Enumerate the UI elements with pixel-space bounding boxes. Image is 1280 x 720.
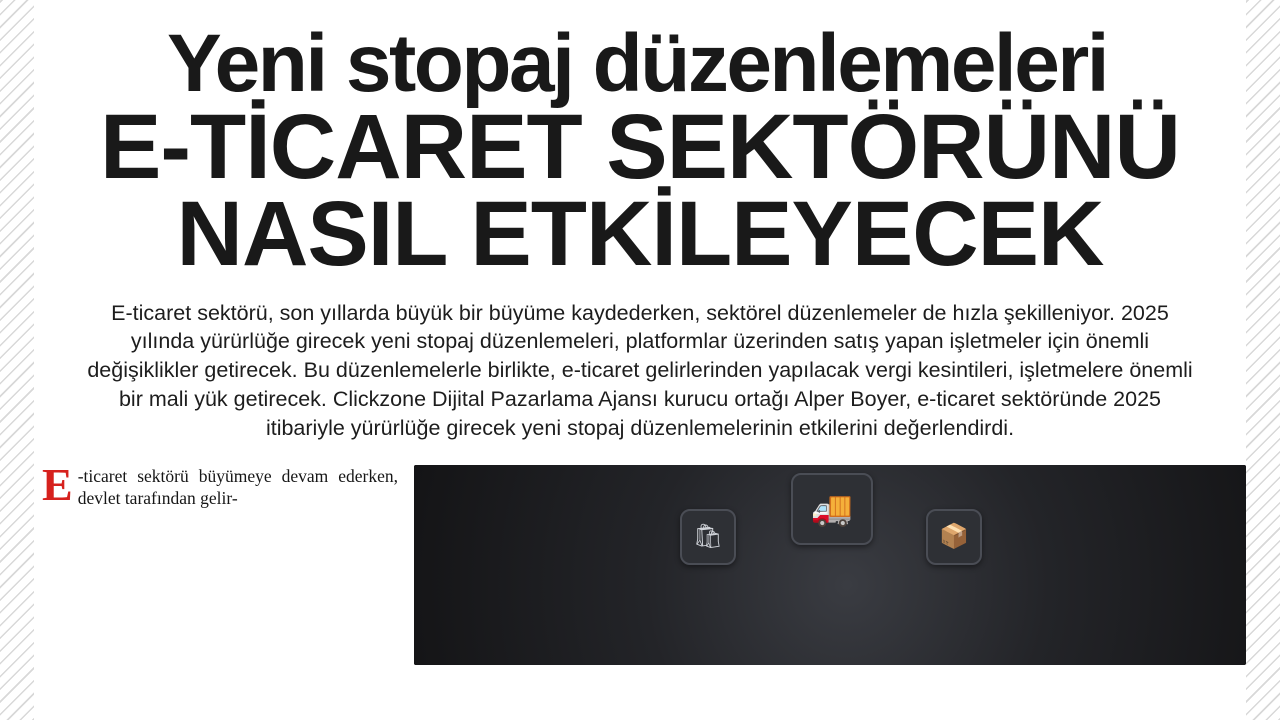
article-photo	[414, 465, 1246, 665]
delivery-truck-icon: 🚚	[791, 473, 873, 545]
headline-line-3: NASIL ETKİLEYECEK	[176, 183, 1104, 286]
shopping-bag-icon: 🛍	[680, 509, 736, 565]
article-body-area	[34, 458, 1246, 665]
headline-line-2: E-TİCARET SEKTÖRÜNÜ	[100, 96, 1180, 199]
left-margin-hatch	[0, 0, 34, 720]
package-box-icon: 📦	[926, 509, 982, 565]
headline-line-1: Yeni stopaj düzenlemeleri	[166, 18, 1108, 109]
right-margin-hatch	[1246, 0, 1280, 720]
article-headline	[34, 0, 1246, 286]
article-standfirst: E-ticaret sektörü, son yıllarda büyük bir büyüme kaydederken, sektörel düzenlemeler de hızla şekilleniyor. 2025 yılında yürürlüğe girecek yeni stopaj düzenlemeleri, platformlar üzerinden satış yapan işletmeler için önemli değişiklikler getirecek. Bu düzenlemelerle birlikte, e-ticaret gelirlerinden yapılacak vergi kesintileri, işletmelere önemli bir mali yük getirecek. Clickzone Dijital Pazarlama Ajansı kurucu ortağı Alper Boyer, e-ticaret sektöründe 2025 itibariyle yürürlüğe girecek yeni stopaj düzenlemelerinin etkilerini değerlendirdi.	[87, 300, 1193, 440]
page-content	[34, 0, 1246, 720]
body-text-column	[42, 458, 414, 665]
body-first-paragraph: -ticaret sektörü büyümeye devam ederken, devlet tarafından gelir-	[77, 465, 398, 509]
drop-cap: E	[42, 458, 73, 510]
